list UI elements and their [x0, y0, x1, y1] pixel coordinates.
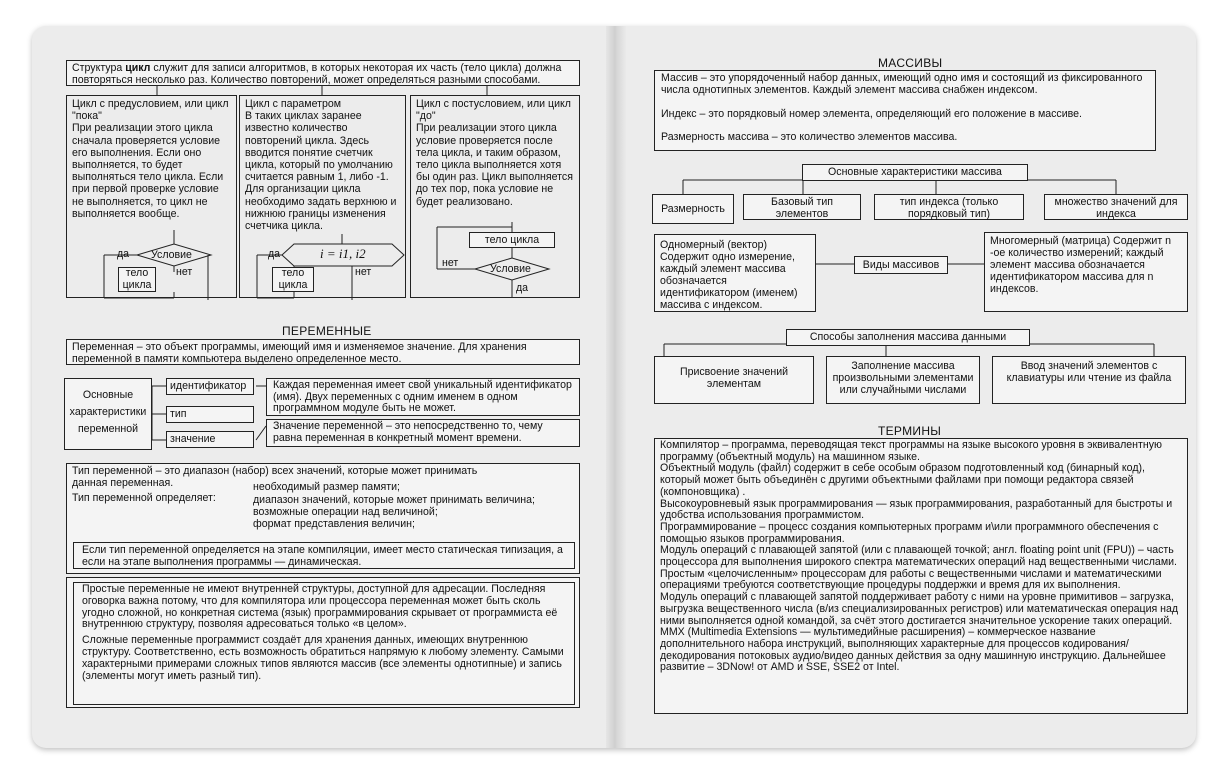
loop-postcondition-title: Цикл с постусловием, или цикл "до"	[416, 98, 571, 123]
flow1-body-line1: тело	[125, 267, 149, 279]
flow1-body	[118, 267, 156, 292]
term-object-module: Объектный модуль (файл) содержит в себе особым образом подготовленный код (бинарный код), который может быть объединён с другими объектными файлами при помощи редактора связей (компоновщика) .	[660, 462, 1145, 498]
term-programming: Программирование – процесс создания компьютерных программ и\или программного обеспечения с помощью языков программирования.	[660, 520, 1159, 545]
char-type: тип	[166, 406, 254, 423]
loop-parameter-text: В таких циклах заранее известно количество повторений цикла. Здесь вводится понятие счетчик цикла, который по умолчанию считается равным 1, либо -1. Для организации цикла необходимо задать верхнюю и нижнюю границы изменения счетчика цикла.	[245, 110, 397, 233]
loop-postcondition-text: При реализации этого цикла условие проверяется после тела цикла, и таким образом, тело цикла выполняется хотя бы один раз. Цикл выполняется до тех пор, пока условие не будет реализовано.	[416, 122, 573, 208]
array-chars-title: Основные характеристики массива	[802, 164, 1028, 181]
type-item-range: диапазон значений, которые может принимать величина;	[253, 494, 535, 506]
variable-chars-title: Основные характеристики переменной	[64, 378, 152, 450]
char-value: значение	[166, 431, 254, 448]
loop-parameter-title: Цикл с параметром	[245, 98, 342, 110]
array-kinds: Виды массивов	[854, 256, 948, 274]
type-section	[66, 463, 580, 574]
fill-keyboard-file: Ввод значений элементов с клавиатуры или чтение из файла	[992, 356, 1186, 404]
flow1-yes: да	[117, 248, 130, 260]
type-definition: Тип переменной – это диапазон (набор) всех значений, которые может принимать данная переменная.	[72, 465, 478, 489]
type-determines: Тип переменной определяет:	[72, 492, 216, 504]
flow2-no: нет	[355, 266, 372, 278]
type-item-memory: необходимый размер памяти;	[253, 481, 400, 493]
type-item-operations: возможные операции над величиной;	[253, 506, 438, 518]
flow2-param: i = i1, i2	[320, 246, 366, 261]
loop-precondition-text: При реализации этого цикла сначала проверяется условие его выполнения. Если оно выполняется, то будет выполняться тело цикла. Если при первой проверке условие не выполняется, то цикл не выполняется вообще.	[72, 122, 224, 220]
flow2-yes: да	[268, 248, 281, 260]
flow3-body: тело цикла	[469, 232, 555, 248]
simple-complex-inner	[73, 582, 575, 705]
complex-variables-text: Сложные переменные программист создаёт для хранения данных, имеющих внутреннюю структуру. Соответственно, есть возможность обратиться напрямую к любому элементу. Самыми характерными примерами сложных типов являются массив (все элементы однотипные) и запись (элементы могут иметь разный тип).	[82, 634, 564, 682]
identifier-description: Каждая переменная имеет свой уникальный идентификатор (имя). Двух переменных с одним именем в одном программном модуле быть не может.	[266, 378, 580, 416]
array-multi-dimensional: Многомерный (матрица) Содержит n -ое количество измерений; каждый элемент массива обозначается идентификатором массива для n индексов.	[984, 232, 1188, 312]
terms-heading: ТЕРМИНЫ	[878, 424, 942, 438]
simple-variables-text: Простые переменные не имеют внутренней структуры, доступной для адресации. Последняя оговорка важна потому, что для компилятора или процессора переменная может быть сколь угодно сложной, но конкретная система (язык) программирования скрывает от программиста её внутреннюю структуру, позволяя адресоваться только «в целом».	[82, 583, 558, 631]
term-fpu-support: Модуль операций с плавающей запятой поддерживает работу с ними на уровне примитивов – загрузка, выгрузка вещественного числа (в/из специализированных регистров) или математическая операция над ними выполняется одной командой, за счёт этого достигается значительное ускорение таких операций.	[660, 591, 1179, 627]
typing-text: Если тип переменной определяется на этапе компиляции, имеет место статическая типизация, а если на этапе выполнения программы — динамическая.	[73, 542, 575, 569]
flow2-body-line1: тело	[281, 267, 305, 279]
loop-intro-post: служит для записи алгоритмов, в которых некоторая их часть (тело цикла) должна повторяться несколько раз. Количество повторений, может определяться разными способами.	[72, 62, 562, 86]
arrays-heading: МАССИВЫ	[878, 56, 943, 70]
flow3-condition: Условие	[490, 263, 531, 275]
type-item-format: формат представления величин;	[253, 518, 415, 530]
value-description: Значение переменной – это непосредственно то, чему равна переменная в конкретный момент времени.	[266, 419, 580, 447]
loop-intro-bold: цикл	[125, 62, 151, 74]
term-mmx: MMX (Multimedia Extensions — мультимедийные расширения) – коммерческое название дополнительного набора инструкций, выполняющих характерные для процессов кодирования/декодирования потоковых аудио/видео данных действия за одну машинную инструкцию. Дальнейшее развитие – 3DNow! от AMD и SSE, SSE2 от Intel.	[660, 626, 1166, 674]
variable-definition: Переменная – это объект программы, имеющий имя и изменяемое значение. Для хранения переменной в памяти компьютера выделено определенное место.	[66, 339, 580, 365]
flow3-yes: да	[516, 282, 529, 294]
simple-complex-section	[66, 577, 580, 708]
array-definition: Массив – это упорядоченный набор данных, имеющий одно имя и состоящий из фиксированного числа однотипных элементов. Каждый элемент массива снабжен индексом.	[661, 72, 1143, 96]
array-char-dimension: Размерность	[652, 194, 734, 224]
flow1-condition: Условие	[151, 249, 192, 261]
loop-intro-pre: Структура	[72, 62, 126, 74]
array-char-index-values: множество значений для индекса	[1044, 194, 1188, 220]
term-fpu: Модуль операций с плавающей запятой (или с плавающей точкой; англ. floating point unit (FPU)) – часть процессора для выполнения широкого спектра математических операций над вещественными числами. Простым «целочисленным» процессорам для работы с вещественными числами и математическими операциями требуются соответствующие процедуры поддержки и время для их выполнения.	[660, 544, 1177, 592]
char-identifier: идентификатор	[166, 378, 254, 395]
array-definitions	[654, 70, 1156, 151]
index-definition: Индекс – это порядковый номер элемента, определяющий его положение в массиве.	[661, 107, 1082, 120]
right-page	[616, 26, 1196, 748]
array-char-index-type: тип индекса (только порядковый тип)	[874, 194, 1024, 220]
flow2-body	[272, 267, 314, 292]
fill-assignment: Присвоение значений элементам	[654, 356, 814, 404]
flow2-body-line2: цикла	[278, 278, 308, 291]
flow1-no: нет	[176, 266, 193, 278]
fill-random: Заполнение массива произвольными элементами или случайными числами	[826, 356, 980, 404]
dimension-definition: Размерность массива – это количество элементов массива.	[661, 131, 958, 144]
flow1-body-line2: цикла	[122, 278, 152, 291]
term-high-level-language: Высокоуровневый язык программирования — язык программирования, разработанный для быстроты и удобства использования программистом.	[660, 497, 1173, 522]
flow3-no: нет	[442, 257, 459, 269]
variables-heading: ПЕРЕМЕННЫЕ	[282, 324, 372, 338]
array-char-base-type: Базовый тип элементов	[743, 194, 861, 220]
loop-parameter	[239, 95, 406, 298]
loop-precondition-title: Цикл с предусловием, или цикл "пока"	[72, 98, 229, 123]
fill-methods-title: Способы заполнения массива данными	[786, 329, 1030, 346]
left-page	[32, 26, 612, 748]
array-one-dimensional: Одномерный (вектор) Содержит одно измерение, каждый элемент массива обозначается идентификатором (именем) массива с индексом.	[654, 234, 816, 312]
term-compiler: Компилятор – программа, переводящая текст программы на языке высокого уровня в эквивалентную программу (объектный модуль) на машинном языке.	[660, 439, 1162, 463]
notebook	[32, 26, 1196, 748]
terms-box	[654, 438, 1188, 714]
